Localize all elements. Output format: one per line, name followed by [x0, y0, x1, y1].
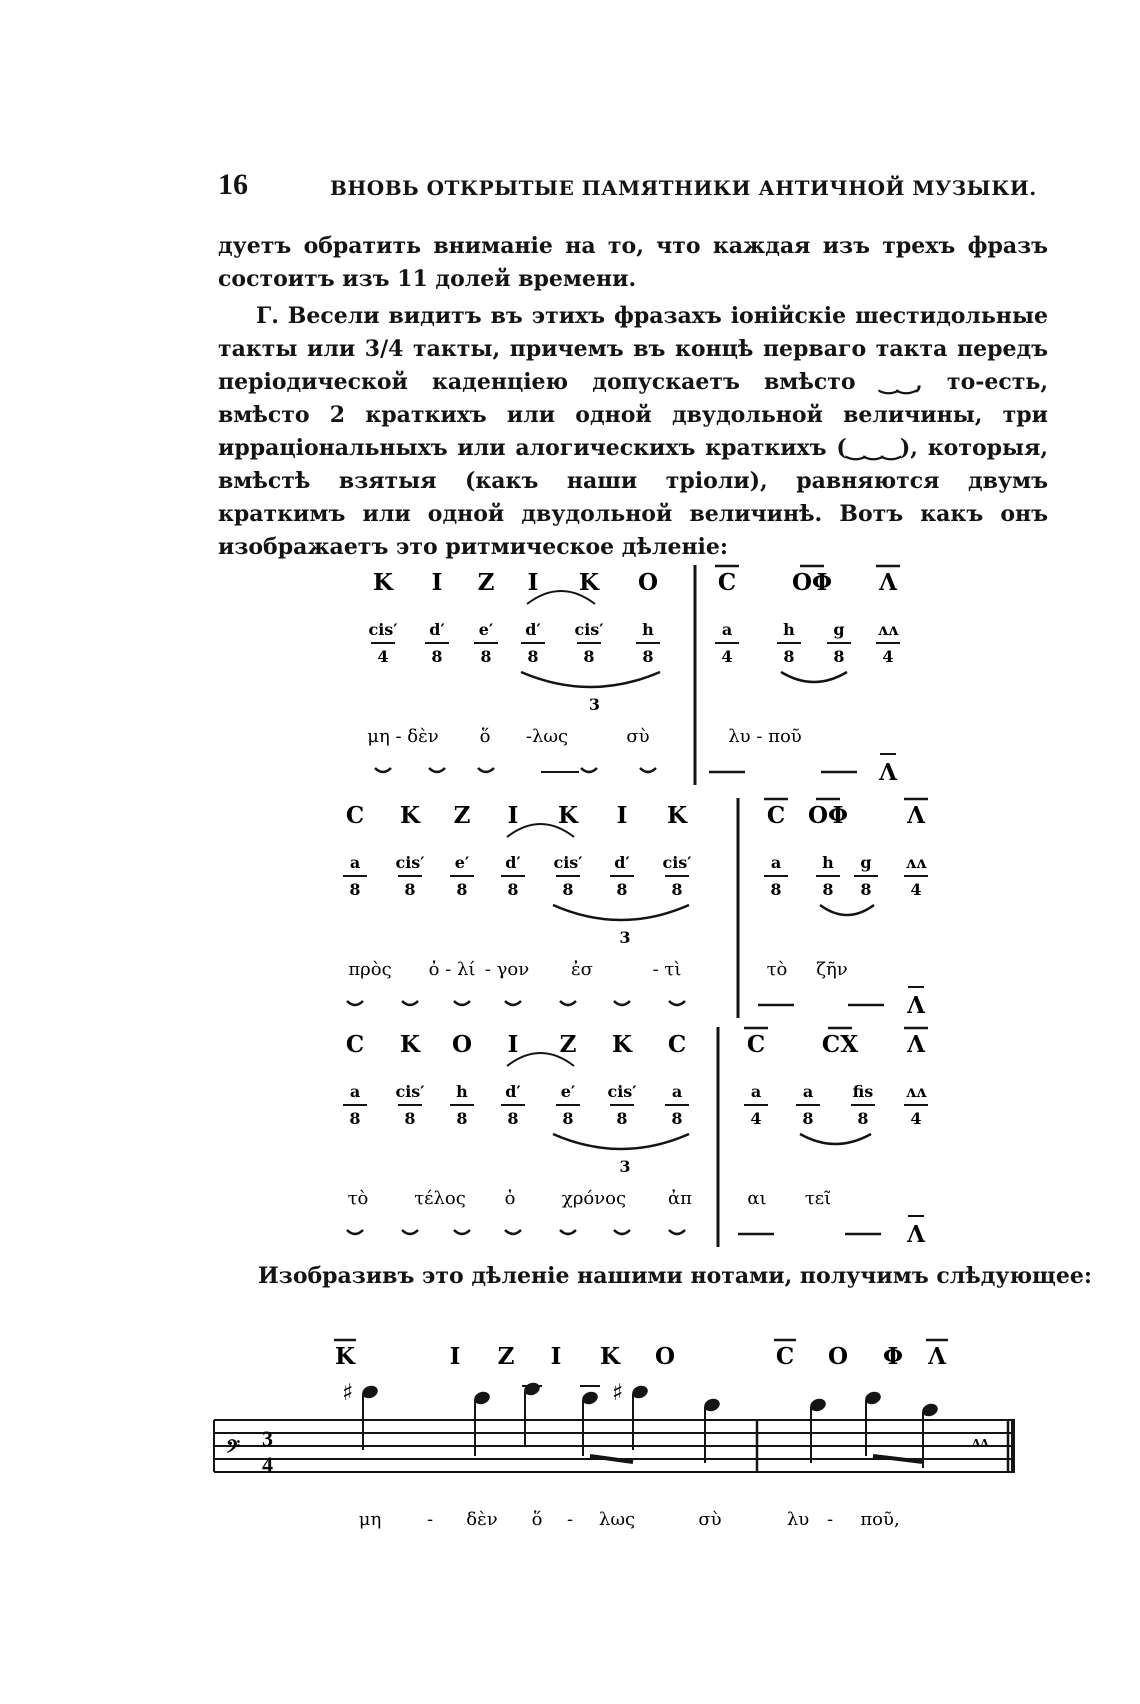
- phrase-letter: I: [527, 569, 539, 596]
- greek-word: πρὸς: [348, 959, 392, 980]
- phrase-note: a: [349, 853, 361, 872]
- greek-word: -λως: [525, 726, 569, 747]
- score-letter: K: [335, 1343, 355, 1370]
- triplet-arc: [521, 672, 660, 687]
- greek-word: ἐσ: [571, 959, 593, 980]
- score-lyric: λως: [598, 1509, 636, 1530]
- short-mark: [614, 1001, 630, 1005]
- paragraph-line-2: Г. Весели видитъ въ этихъ фразахъ іонійскіе шестидольные такты или 3/4 такты, причемъ въ концѣ перваго такта передъ періодической каденціею допускаетъ вмѣсто ‿‿, то-есть, вмѣсто 2 краткихъ или одной двудольной величины, три ирраціональныхъ или алогическихъ краткихъ (‿‿‿), которыя, вмѣстѣ взятыя (какъ наши тріоли), равняются двумъ краткимъ или одной двудольной величинѣ. Вотъ какъ онъ изображаетъ это ритмическое дѣленіе:: [218, 303, 1048, 560]
- phrase-letter: CX: [821, 1031, 859, 1058]
- greek-word: χρόνος: [561, 1188, 627, 1209]
- triplet-arc: [553, 905, 689, 920]
- phrase-note: ʌʌ: [905, 853, 927, 872]
- time-signature-bottom: 4: [262, 1452, 273, 1477]
- running-title: ВНОВЬ ОТКРЫТЫЕ ПАМЯТНИКИ АНТИЧНОЙ МУЗЫКИ.: [330, 176, 1037, 200]
- short-mark: [505, 1001, 521, 1005]
- greek-word: τὸ: [347, 1188, 369, 1209]
- score-lyric: σὺ: [698, 1509, 722, 1530]
- greek-word: - τὶ: [652, 959, 682, 980]
- phrase-denominator: 8: [456, 1109, 468, 1128]
- rhythm-phrase-1: [367, 565, 900, 786]
- phrase-letter: I: [431, 569, 443, 596]
- short-mark: [347, 1001, 363, 1005]
- phrase-letter: OΦ: [791, 569, 833, 596]
- phrase-note: h: [783, 620, 795, 639]
- phrase-letter: K: [612, 1031, 632, 1058]
- phrase-note: d′: [505, 1082, 521, 1101]
- phrase-denominator: 8: [783, 647, 795, 666]
- phrase-letter: Λ: [907, 1221, 925, 1248]
- phrase-denominator: 8: [671, 1109, 683, 1128]
- phrase-note: e′: [478, 620, 494, 639]
- phrase-denominator: 8: [456, 880, 468, 899]
- phrase-denominator: 8: [860, 880, 872, 899]
- phrase-letter: K: [558, 802, 578, 829]
- phrase-letter: Λ: [879, 569, 897, 596]
- short-mark: [560, 1001, 576, 1005]
- short-mark: [454, 1001, 470, 1005]
- score-lyric: μη: [358, 1509, 382, 1530]
- phrase-note: h: [822, 853, 834, 872]
- phrase-letter: I: [507, 802, 519, 829]
- phrase-letter: Λ: [907, 1031, 925, 1058]
- greek-word: ὅ: [479, 726, 491, 747]
- phrase-letter: K: [400, 1031, 420, 1058]
- score-lyric: -: [826, 1509, 834, 1530]
- phrase-denominator: 8: [802, 1109, 814, 1128]
- phrase-denominator: 8: [562, 1109, 574, 1128]
- rhythm-phrase-2: [343, 798, 928, 1019]
- phrase-denominator: 8: [507, 880, 519, 899]
- greek-word: ζῆν: [816, 959, 848, 980]
- phrase-denominator: 4: [882, 647, 894, 666]
- phrase-letter: K: [667, 802, 687, 829]
- phrase-letter: Z: [559, 1031, 577, 1058]
- greek-word: αι: [747, 1188, 767, 1209]
- score-lyric: -: [566, 1509, 574, 1530]
- phrase-note: ʌʌ: [877, 620, 899, 639]
- phrase-letter: Z: [453, 802, 471, 829]
- phrase-letter: C: [345, 1031, 365, 1058]
- short-mark: [669, 1001, 685, 1005]
- phrase-note: fis: [852, 1082, 874, 1101]
- phrase-letter: Z: [477, 569, 495, 596]
- short-mark: [614, 1230, 630, 1234]
- bass-clef-icon: 𝄢: [226, 1436, 241, 1461]
- triplet-number: 3: [619, 928, 631, 947]
- phrase-denominator: 8: [349, 1109, 361, 1128]
- greek-word: σὺ: [626, 726, 650, 747]
- group-arc: [800, 1134, 871, 1144]
- score-letter: C: [775, 1343, 795, 1370]
- phrase-denominator: 8: [527, 647, 539, 666]
- phrase-note: d′: [525, 620, 541, 639]
- score-lyric: ὅ: [531, 1509, 543, 1530]
- score-letter: I: [449, 1343, 461, 1370]
- score-lyric: -: [426, 1509, 434, 1530]
- phrase-note: d′: [429, 620, 445, 639]
- phrase-note: ʌʌ: [905, 1082, 927, 1101]
- short-mark: [581, 768, 597, 772]
- group-arc: [781, 672, 847, 682]
- rhythm-phrase-3: [343, 1027, 928, 1248]
- triplet-number: 3: [619, 1157, 631, 1176]
- phrase-denominator: 8: [349, 880, 361, 899]
- phrase-letter: I: [507, 1031, 519, 1058]
- greek-word: τὸ: [766, 959, 788, 980]
- phrase-note: cis′: [662, 853, 692, 872]
- phrase-letter: K: [400, 802, 420, 829]
- score-lyric: δὲν: [466, 1509, 498, 1530]
- phrase-note: d′: [614, 853, 630, 872]
- phrase-letter: I: [616, 802, 628, 829]
- phrase-letter: K: [579, 569, 599, 596]
- short-mark: [640, 768, 656, 772]
- short-mark: [375, 768, 391, 772]
- phrase-note: cis′: [574, 620, 604, 639]
- phrase-letter: Λ: [907, 802, 925, 829]
- greek-word: λυ - ποῦ: [728, 726, 802, 747]
- score-letter: I: [550, 1343, 562, 1370]
- phrase-note: a: [802, 1082, 814, 1101]
- phrase-note: a: [750, 1082, 762, 1101]
- phrase-note: e′: [454, 853, 470, 872]
- phrase-denominator: 4: [910, 880, 922, 899]
- score-letter: K: [600, 1343, 620, 1370]
- phrase-note: h: [642, 620, 654, 639]
- phrase-denominator: 4: [721, 647, 733, 666]
- phrase-note: a: [770, 853, 782, 872]
- greek-word: τέλος: [414, 1188, 466, 1209]
- phrase-denominator: 8: [583, 647, 595, 666]
- phrase-letter: C: [667, 1031, 687, 1058]
- score-letter: Φ: [882, 1343, 904, 1370]
- short-mark: [454, 1230, 470, 1234]
- short-mark: [505, 1230, 521, 1234]
- short-mark: [669, 1230, 685, 1234]
- phrase-note: g: [833, 620, 845, 639]
- short-mark: [429, 768, 445, 772]
- phrase-denominator: 4: [750, 1109, 762, 1128]
- score-lyric: ποῦ,: [860, 1509, 900, 1530]
- score-letter: O: [654, 1343, 676, 1370]
- phrase-letter: K: [373, 569, 393, 596]
- score-letter: Λ: [928, 1343, 946, 1370]
- score-letter: Z: [497, 1343, 515, 1370]
- sharp-icon: ♯: [342, 1379, 354, 1406]
- short-mark: [402, 1001, 418, 1005]
- phrase-denominator: 8: [616, 880, 628, 899]
- phrase-note: g: [860, 853, 872, 872]
- phrase-denominator: 8: [404, 880, 416, 899]
- phrase-letter: C: [345, 802, 365, 829]
- phrase-note: a: [671, 1082, 683, 1101]
- short-mark: [560, 1230, 576, 1234]
- triplet-number: 3: [588, 695, 601, 714]
- phrase-note: d′: [505, 853, 521, 872]
- phrase-letter: O: [637, 569, 659, 596]
- phrase-letter: O: [451, 1031, 473, 1058]
- caption: Изобразивъ это дѣленіе нашими нотами, получимъ слѣдующее:: [258, 1263, 1092, 1289]
- group-arc: [820, 905, 874, 915]
- phrase-denominator: 8: [431, 647, 443, 666]
- page-number: 16: [218, 168, 248, 201]
- phrase-denominator: 8: [616, 1109, 628, 1128]
- phrase-note: a: [349, 1082, 361, 1101]
- phrase-denominator: 8: [822, 880, 834, 899]
- greek-word: - γον: [484, 959, 530, 980]
- phrase-letter: OΦ: [807, 802, 849, 829]
- phrase-denominator: 8: [404, 1109, 416, 1128]
- phrase-denominator: 8: [642, 647, 654, 666]
- phrase-note: h: [456, 1082, 468, 1101]
- phrase-denominator: 8: [507, 1109, 519, 1128]
- phrase-note: cis′: [395, 1082, 425, 1101]
- greek-word: ὁ: [504, 1188, 516, 1209]
- phrase-denominator: 8: [857, 1109, 869, 1128]
- score-letter: O: [827, 1343, 849, 1370]
- phrase-note: cis′: [607, 1082, 637, 1101]
- phrase-letter: Λ: [879, 759, 897, 786]
- time-signature-top: 3: [262, 1426, 273, 1451]
- phrase-note: e′: [560, 1082, 576, 1101]
- paragraph-line-1: дуетъ обратить вниманіе на то, что каждая изъ трехъ фразъ состоитъ изъ 11 долей времени.: [218, 233, 1048, 292]
- phrase-letter: Λ: [907, 992, 925, 1019]
- phrase-denominator: 8: [833, 647, 845, 666]
- phrase-note: a: [721, 620, 733, 639]
- short-mark: [402, 1230, 418, 1234]
- phrase-letter: C: [766, 802, 786, 829]
- greek-word: μη - δὲν: [367, 726, 439, 747]
- phrase-denominator: 8: [671, 880, 683, 899]
- rhythm-phrases: [343, 565, 928, 1248]
- greek-word: ὀ - λί: [428, 959, 476, 980]
- phrase-denominator: 4: [377, 647, 389, 666]
- short-mark: [347, 1230, 363, 1234]
- phrase-note: cis′: [553, 853, 583, 872]
- phrase-denominator: 8: [562, 880, 574, 899]
- phrase-denominator: 8: [770, 880, 782, 899]
- greek-word: ἀπ: [668, 1188, 692, 1209]
- phrase-letter: C: [746, 1031, 766, 1058]
- phrase-note: cis′: [368, 620, 398, 639]
- music-score: [214, 1340, 1015, 1530]
- phrase-note: cis′: [395, 853, 425, 872]
- rest-sign-icon: ʌʌ: [971, 1435, 989, 1450]
- triplet-arc: [553, 1134, 689, 1149]
- phrase-letter: C: [717, 569, 737, 596]
- sharp-icon: ♯: [612, 1379, 624, 1406]
- phrase-denominator: 4: [910, 1109, 922, 1128]
- score-lyric: λυ: [786, 1509, 810, 1530]
- phrase-denominator: 8: [480, 647, 492, 666]
- greek-word: τεῖ: [804, 1188, 832, 1209]
- short-mark: [478, 768, 494, 772]
